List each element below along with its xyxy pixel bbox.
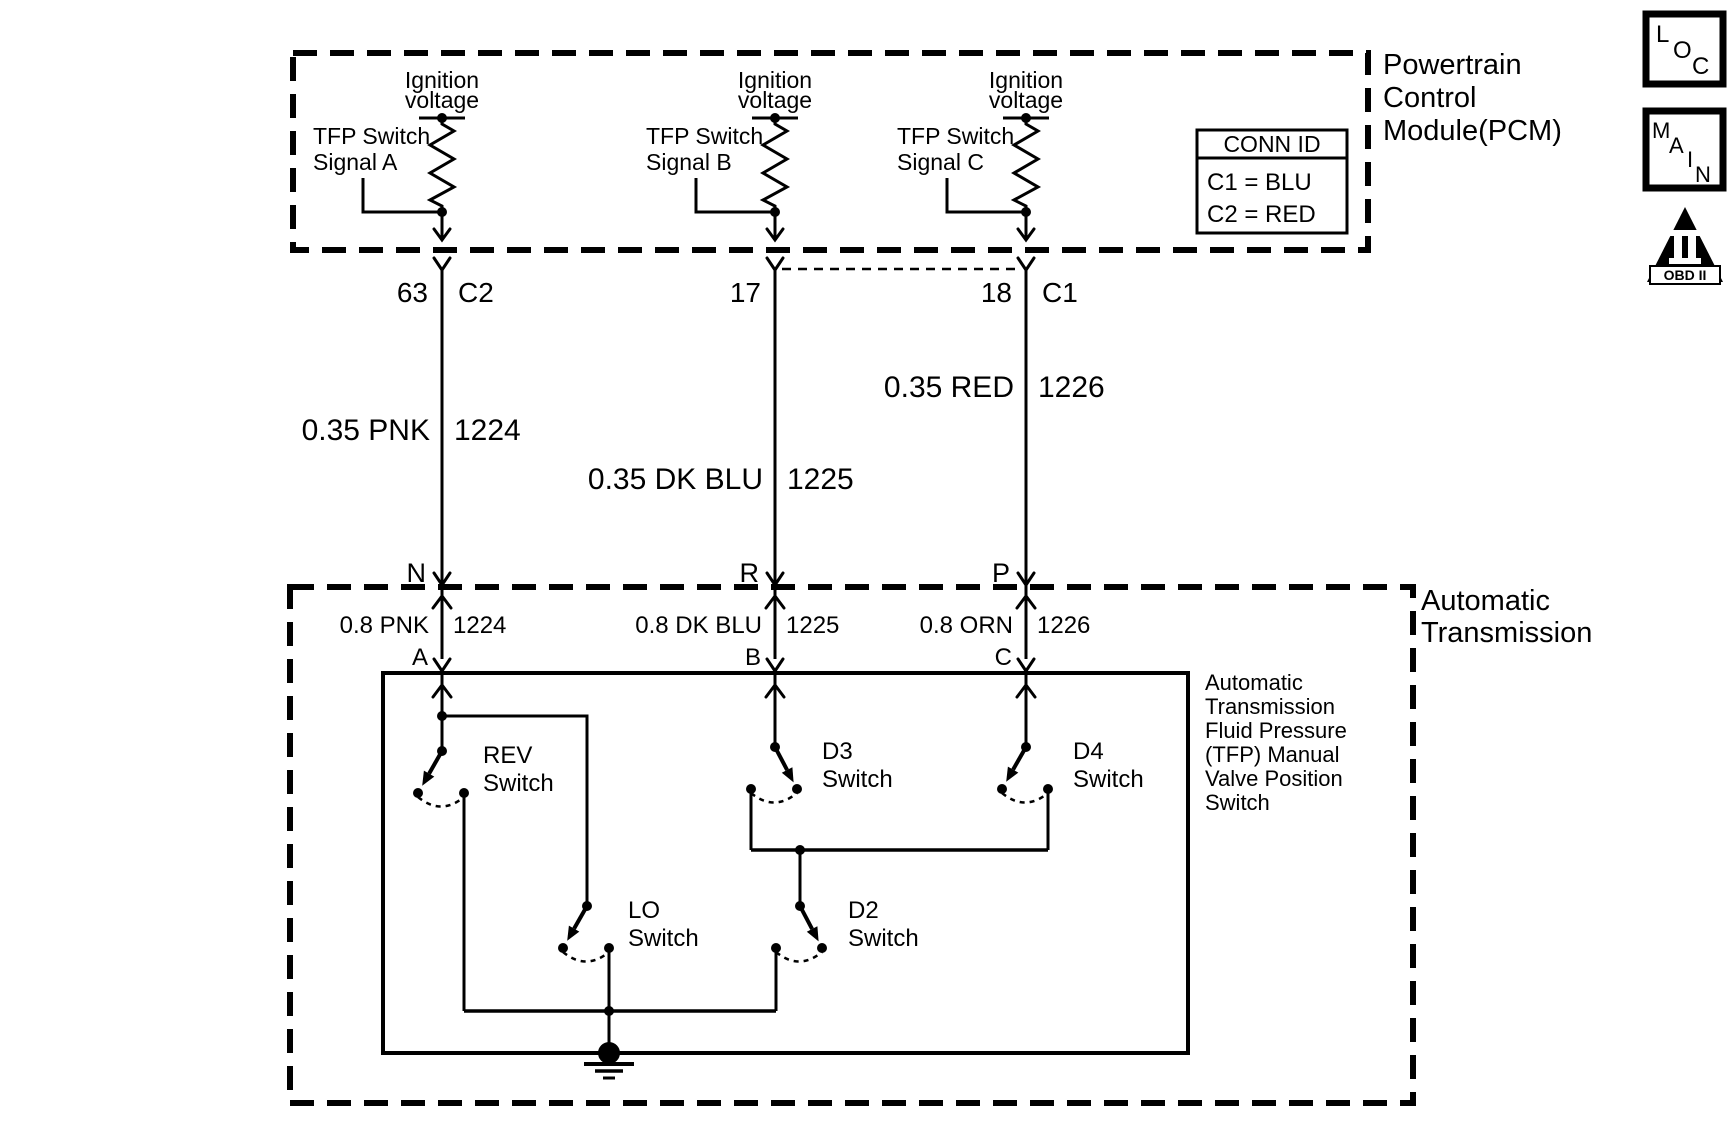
tfp-signal-c-label2: Signal C: [897, 149, 984, 175]
pin-number-18: 18: [980, 277, 1012, 308]
circuit-1224: 1224: [453, 612, 507, 639]
main-letter-n: N: [1695, 162, 1711, 187]
contact-dot: [997, 784, 1007, 794]
wire-label-08orn: 0.8 ORN: [919, 612, 1013, 639]
contact-dot: [792, 784, 802, 794]
d2-switch-label2: Switch: [848, 925, 919, 952]
signal-stub-wire: [363, 178, 442, 212]
conn-id-header: CONN ID: [1223, 131, 1321, 157]
tfp-label-line6: Switch: [1205, 790, 1270, 815]
obd2-badge: [1647, 207, 1723, 284]
pin-number-17: 17: [729, 277, 761, 308]
contact-dot: [459, 788, 469, 798]
tfp-label-line5: Valve Position: [1205, 766, 1343, 791]
switch-blade: [775, 747, 787, 770]
d4-switch-label2: Switch: [1073, 766, 1144, 793]
ground-dot: [598, 1042, 620, 1064]
transmission-title: [1421, 585, 1592, 649]
circuit-1225: 1225: [786, 612, 840, 639]
wire1-color-label: 0.35 PNK: [301, 414, 430, 447]
switch-pin-c: C: [994, 644, 1012, 671]
transmission-title-line2: Transmission: [1421, 617, 1593, 649]
tfp-label-line1: Automatic: [1205, 670, 1303, 695]
contact-dot: [604, 943, 614, 953]
switch-pin-a: A: [411, 644, 428, 671]
wire1-circuit-number: 1224: [454, 414, 521, 447]
case-pin-p: P: [991, 558, 1010, 588]
contact-dot: [771, 943, 781, 953]
contact-dot: [558, 943, 568, 953]
pcm-title-line2: Control: [1383, 82, 1477, 114]
ignition-voltage-label2: voltage: [404, 87, 480, 113]
tfp-signal-b-label: TFP Switch: [646, 123, 764, 149]
junction-dot: [437, 711, 447, 721]
pullup-resistor-symbol: [430, 118, 454, 212]
connector-id-c2: C2: [458, 277, 494, 308]
pillar-left-bar: [1674, 236, 1682, 258]
d3-switch-label2: Switch: [822, 766, 893, 793]
connector-y-symbol: [767, 659, 783, 671]
contact-arc: [751, 793, 797, 803]
rev-switch-label: REV: [483, 742, 533, 769]
wire3-color-label: 0.35 RED: [883, 371, 1014, 404]
ignition-voltage-label: Ignition: [404, 67, 480, 93]
obd2-label: OBD II: [1663, 267, 1707, 283]
pcm-title-line3: Module(PCM): [1383, 115, 1562, 147]
d2-switch-label: D2: [848, 897, 879, 924]
pillar-right-bar: [1688, 236, 1696, 258]
wire2-color-label: 0.35 DK BLU: [587, 463, 763, 496]
pullup-resistor-symbol: [1014, 118, 1038, 212]
switch-pin-b: B: [744, 644, 761, 671]
contact-dot: [746, 784, 756, 794]
harness-wire-labels: [302, 371, 1105, 496]
pcm-channel-c: [897, 67, 1078, 308]
pin-number-63: 63: [396, 277, 428, 308]
connector-y-symbol: [1018, 659, 1034, 671]
switch-blade: [574, 906, 587, 929]
main-letter-i: I: [1687, 147, 1694, 172]
contact-arc: [776, 952, 822, 962]
ignition-voltage-label: Ignition: [737, 67, 813, 93]
pillar-bottom-cap: [1669, 258, 1701, 264]
connector-y-symbol: [767, 258, 783, 270]
d4-switch-label: D4: [1073, 738, 1104, 765]
rev-switch: [413, 742, 554, 807]
case-pin-n: N: [406, 558, 426, 588]
connector-y-symbol: [434, 659, 450, 671]
contact-dot: [1043, 784, 1053, 794]
loc-letter-o: O: [1673, 37, 1692, 64]
contact-arc: [1002, 793, 1048, 803]
loc-letter-l: L: [1656, 21, 1670, 48]
main-badge: [1646, 111, 1723, 188]
pcm-channel-a: [313, 67, 494, 308]
case-connector-r: [635, 558, 839, 671]
ignition-voltage-label2: voltage: [737, 87, 813, 113]
d4-switch: [997, 738, 1144, 803]
transmission-dashed-box: [290, 587, 1413, 1103]
lo-switch: [558, 897, 699, 962]
wire-label-08dkblu: 0.8 DK BLU: [635, 612, 762, 639]
lo-switch-label2: Switch: [628, 925, 699, 952]
main-letter-a: A: [1669, 133, 1684, 158]
tfp-signal-a-label2: Signal A: [313, 149, 398, 175]
switch-blade: [1013, 747, 1026, 770]
rev-switch-label2: Switch: [483, 770, 554, 797]
loc-badge: [1646, 14, 1723, 84]
d2-switch: [771, 897, 919, 962]
wire-label-08pnk: 0.8 PNK: [339, 612, 429, 639]
switch-blade: [429, 751, 442, 774]
pillar-top-cap: [1669, 230, 1701, 236]
tfp-switch-box: [383, 673, 1188, 1053]
tfp-signal-c-label: TFP Switch: [897, 123, 1015, 149]
contact-arc: [418, 797, 464, 807]
transmission-title-line1: Automatic: [1421, 585, 1550, 617]
conn-id-row2: C2 = RED: [1207, 201, 1316, 228]
contact-dot: [817, 943, 827, 953]
d3-switch-label: D3: [822, 738, 853, 765]
conn-id-row1: C1 = BLU: [1207, 169, 1312, 196]
ground-symbol: [584, 1042, 634, 1078]
switch-blade: [800, 906, 812, 929]
ignition-voltage-label: Ignition: [988, 67, 1064, 93]
loc-letter-c: C: [1692, 53, 1710, 80]
case-connector-n: [340, 558, 507, 671]
tfp-switch-side-label: [1205, 670, 1347, 815]
contact-arc: [563, 952, 609, 962]
tfp-signal-b-label2: Signal B: [646, 149, 732, 175]
pcm-title-line1: Powertrain: [1383, 49, 1522, 81]
main-letter-m: M: [1652, 118, 1671, 143]
case-pin-r: R: [739, 558, 759, 588]
contact-dot: [413, 788, 423, 798]
tfp-label-line3: Fluid Pressure: [1205, 718, 1347, 743]
tfp-signal-a-label: TFP Switch: [313, 123, 431, 149]
d3-switch: [746, 738, 893, 803]
pullup-resistor-symbol: [763, 118, 787, 212]
wire2-circuit-number: 1225: [787, 463, 854, 496]
connector-y-symbol: [434, 258, 450, 270]
case-connector-p: [920, 558, 1091, 671]
connector-id-c1: C1: [1042, 277, 1078, 308]
tfp-label-line2: Transmission: [1205, 694, 1335, 719]
conn-id-table: [1197, 130, 1347, 233]
signal-stub-wire: [696, 178, 775, 212]
ignition-voltage-label2: voltage: [988, 87, 1064, 113]
wire3-circuit-number: 1226: [1038, 371, 1105, 404]
pcm-title: [1383, 49, 1562, 147]
pcm-channel-b: [646, 67, 812, 308]
connector-y-symbol: [1018, 258, 1034, 270]
tfp-label-line4: (TFP) Manual: [1205, 742, 1340, 767]
signal-stub-wire: [947, 178, 1026, 212]
lo-switch-label: LO: [628, 897, 661, 924]
circuit-1226: 1226: [1037, 612, 1091, 639]
